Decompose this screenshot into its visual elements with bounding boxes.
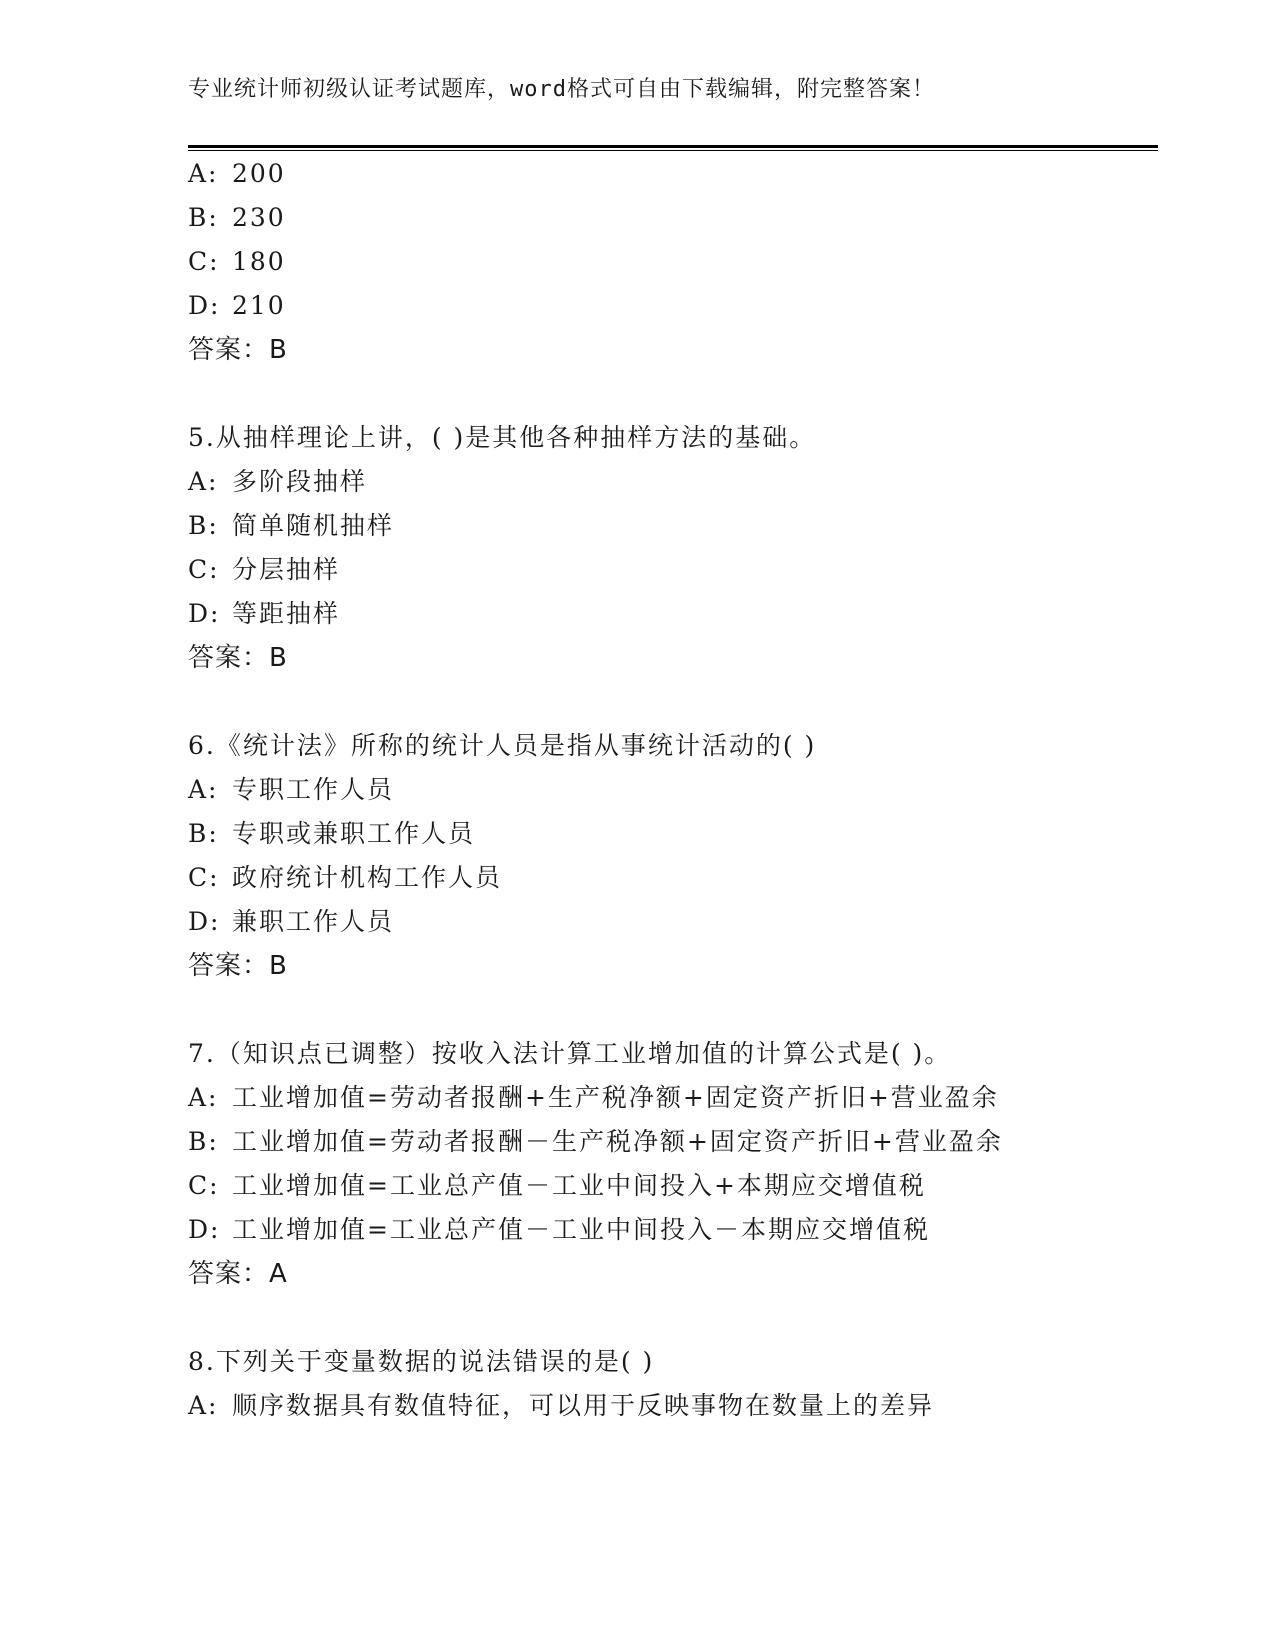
q6-option-c (188, 860, 502, 896)
q6-answer: 答案：B (188, 951, 288, 981)
option-text: 工业增加值=劳动者报酬+生产税净额+固定资产折旧+营业盈余 (232, 1083, 999, 1112)
option-letter: D: (188, 907, 221, 936)
option-text: 210 (232, 291, 286, 320)
q4-option-a (188, 156, 286, 192)
q4-option-d (188, 288, 286, 324)
q4-option-c (188, 244, 286, 280)
option-text: 专职或兼职工作人员 (232, 819, 476, 848)
q5-option-c (188, 552, 340, 588)
option-letter: C: (188, 863, 220, 892)
option-letter: B: (188, 1127, 219, 1156)
q7-option-a (188, 1080, 999, 1116)
option-text: 专职工作人员 (232, 775, 395, 804)
q8-option-a (188, 1388, 934, 1424)
q5-option-d (188, 596, 340, 632)
q7-question: 7.（知识点已调整）按收入法计算工业增加值的计算公式是( )。 (188, 1039, 952, 1068)
option-text: 顺序数据具有数值特征，可以用于反映事物在数量上的差异 (232, 1391, 935, 1420)
option-text: 简单随机抽样 (232, 511, 395, 540)
header-divider-thick (188, 145, 1158, 148)
option-text: 等距抽样 (232, 599, 341, 628)
q5-question: 5.从抽样理论上讲，( )是其他各种抽样方法的基础。 (188, 423, 817, 452)
option-letter: B: (188, 819, 219, 848)
option-letter: A: (188, 1391, 219, 1420)
option-text: 工业增加值=工业总产值－工业中间投入+本期应交增值税 (232, 1171, 926, 1200)
q7-option-d (188, 1212, 930, 1248)
option-letter: C: (188, 1171, 220, 1200)
q5-option-b (188, 508, 394, 544)
option-text: 180 (232, 247, 286, 276)
option-letter: D: (188, 291, 221, 320)
q6-question: 6.《统计法》所称的统计人员是指从事统计活动的( ) (188, 731, 817, 760)
q8-question: 8.下列关于变量数据的说法错误的是( ) (188, 1347, 655, 1376)
option-text: 200 (232, 159, 286, 188)
q4-answer: 答案：B (188, 335, 288, 365)
q6-option-b (188, 816, 475, 852)
option-letter: C: (188, 247, 220, 276)
option-letter: A: (188, 467, 219, 496)
option-text: 工业增加值=工业总产值－工业中间投入－本期应交增值税 (232, 1215, 930, 1244)
option-text: 政府统计机构工作人员 (232, 863, 503, 892)
option-letter: A: (188, 1083, 219, 1112)
option-letter: D: (188, 1215, 221, 1244)
option-letter: D: (188, 599, 221, 628)
option-letter: A: (188, 159, 219, 188)
q6-option-a (188, 772, 394, 808)
q5-answer: 答案：B (188, 643, 288, 673)
q7-answer: 答案：A (188, 1259, 288, 1289)
option-text: 兼职工作人员 (232, 907, 395, 936)
q6-option-d (188, 904, 394, 940)
option-text: 多阶段抽样 (232, 467, 368, 496)
header-divider-thin (188, 150, 1158, 151)
option-text: 分层抽样 (232, 555, 341, 584)
option-letter: B: (188, 511, 219, 540)
q5-option-a (188, 464, 367, 500)
q4-option-b (188, 200, 286, 236)
option-letter: B: (188, 203, 219, 232)
q7-option-c (188, 1168, 926, 1204)
option-text: 230 (232, 203, 286, 232)
option-letter: A: (188, 775, 219, 804)
page-header: 专业统计师初级认证考试题库，word格式可自由下载编辑，附完整答案！ (188, 77, 935, 102)
option-text: 工业增加值=劳动者报酬－生产税净额+固定资产折旧+营业盈余 (232, 1127, 1003, 1156)
option-letter: C: (188, 555, 220, 584)
q7-option-b (188, 1124, 1003, 1160)
